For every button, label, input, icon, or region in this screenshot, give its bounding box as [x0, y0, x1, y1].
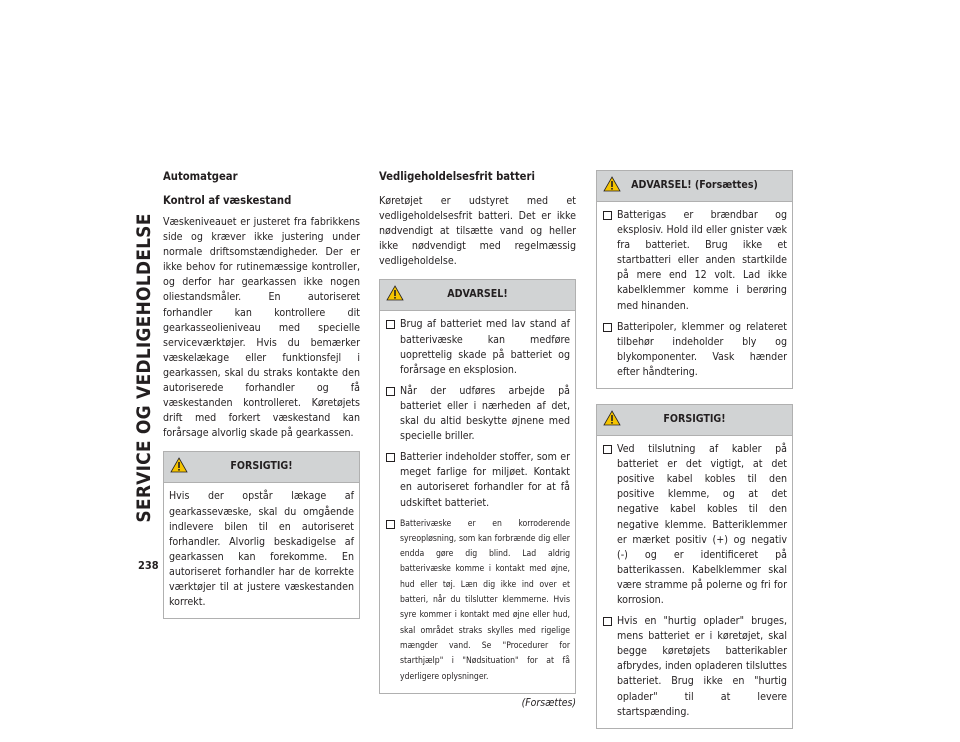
checkbox-square-icon [603, 211, 612, 220]
column-2 [379, 170, 576, 709]
warning-title: ADVARSEL! [447, 288, 508, 301]
checkbox-square-icon [603, 617, 612, 626]
caution-text: Hvis der opstår lækage af gearkassevæske, skal du omgående indlevere bilen til en autoriseret forhandler. Alvorlig beskadigelse af gearkassen kan forekomme. En autoriseret forhandler har de korrekte værktøjer til at justere væskestanden korrekt. [169, 490, 354, 609]
caution-box-header [597, 405, 792, 436]
column-1 [163, 170, 360, 619]
warning-box-header [597, 171, 792, 202]
list-item: Batterivæske er en korroderende syreopløsning, som kan forbrænde dig eller endda gøre dig blind. Lad aldrig batterivæske komme i kontakt med øjne, hud eller tøj. Læn dig ikke ind over et batteri, når du tilslutter klemmerne. Hvis syre kommer i kontakt med øjne eller hud, skal området straks skylles med rigelige mængder vand. Se "Procedurer for starthjælp" i "Nødsituation" for at få yderligere oplysninger. [385, 517, 570, 685]
continued-note: (Forsættes) [521, 696, 576, 709]
section-title-text: SERVICE OG VEDLIGEHOLDELSE [133, 212, 155, 523]
caution-title: FORSIGTIG! [663, 413, 726, 426]
caution-title: FORSIGTIG! [230, 460, 293, 473]
checkbox-square-icon [386, 520, 395, 529]
column-3 [596, 170, 793, 729]
checkbox-square-icon [386, 387, 395, 396]
list-item: Når der udføres arbejde på batteriet eller i nærheden af det, skal du altid beskytte øjnene med specielle briller. [385, 384, 570, 444]
body-paragraph: Køretøjet er udstyret med et vedligeholdelsesfrit batteri. Det er ikke nødvendigt at tilsætte vand og heller ikke nødvendigt med regelmæssig vedligeholdelse. [379, 195, 576, 268]
list-item: Ved tilslutning af kabler på batteriet er det vigtigt, at det positive kabel kobles til den positive klemme, og at det negative kabel kobles til den negative klemme. Batteriklemmer er mærket positiv (+) og negativ (-) og er identificeret på batterikassen. Kabelklemmer skal være stramme på polerne og fri for korrosion. [602, 442, 787, 608]
caution-box [596, 404, 793, 729]
list-item: Brug af batteriet med lav stand af batterivæske kan medføre uoprettelig skade på batteriet og forårsage en eksplosion. [385, 317, 570, 377]
subheading-kontrol: Kontrol af væskestand [163, 194, 292, 207]
heading-automatgear: Automatgear [163, 170, 238, 183]
section-side-title [132, 170, 156, 565]
checkbox-square-icon [386, 320, 395, 329]
warning-continued-title: ADVARSEL! (Forsættes) [631, 179, 758, 191]
list-item: Batteripoler, klemmer og relateret tilbehør indeholder bly og blykomponenter. Vask hænder efter håndtering. [602, 320, 787, 380]
checkbox-square-icon [603, 445, 612, 454]
checkbox-square-icon [603, 323, 612, 332]
checkbox-square-icon [386, 453, 395, 462]
list-item: Batterigas er brændbar og eksplosiv. Hold ild eller gnister væk fra batteriet. Brug ikke et startbatteri eller anden startkilde på mere end 12 volt. Lad ikke kabelklemmer komme i berøring med hinanden. [602, 208, 787, 314]
heading-batteri: Vedligeholdelsesfrit batteri [379, 170, 535, 183]
body-paragraph: Væskeniveauet er justeret fra fabrikkens side og kræver ikke justering under normale driftsomstændigheder. Der er ikke behov for rutinemæssige kontroller, og derfor har gearkassen ikke nogen oliestandsmåler. En autoriseret forhandler kan kontrollere dit gearkasseolieniveau med specielle serviceværktøjer. Hvis du bemærker væskelækage eller funktionsfejl i gearkassen, skal du straks kontakte den autoriserede forhandler og få væskestanden kontrolleret. Køretøjets drift med forkert væskestand kan forårsage alvorlig skade på gearkassen. [163, 216, 360, 440]
list-item: Batterier indeholder stoffer, som er meget farlige for miljøet. Kontakt en autoriseret forhandler for at få udskiftet batteriet. [385, 450, 570, 510]
warning-continued-box [596, 170, 793, 389]
caution-box [163, 451, 360, 619]
caution-box-header [164, 452, 359, 483]
warning-box [379, 279, 576, 693]
warning-box-header [380, 280, 575, 311]
page-number: 238 [138, 559, 159, 572]
list-item: Hvis en "hurtig oplader" bruges, mens batteriet er i køretøjet, skal begge køretøjets batterikabler afbrydes, inden opladeren tilsluttes batteriet. Brug ikke en "hurtig oplader" til at levere startspænding. [602, 614, 787, 720]
